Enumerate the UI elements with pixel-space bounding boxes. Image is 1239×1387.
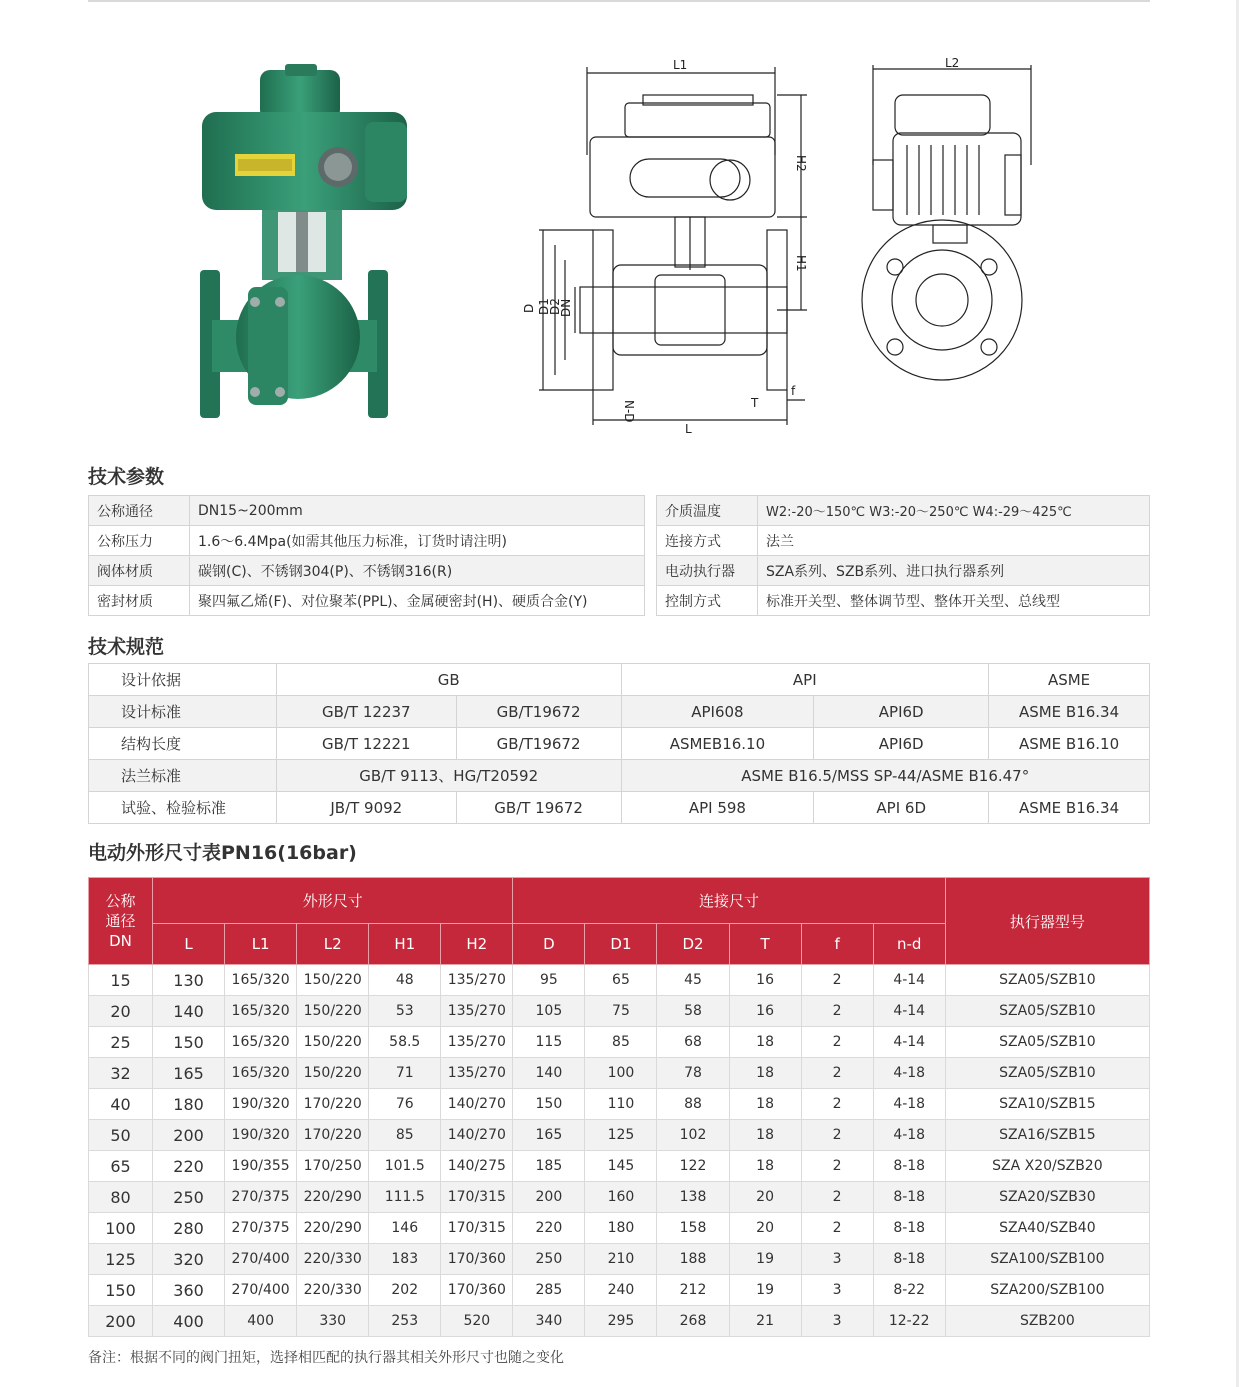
table-cell: 2 (801, 1151, 873, 1182)
col-header: D1 (585, 924, 657, 965)
header-conn: 连接尺寸 (513, 878, 945, 924)
table-cell: 2 (801, 1027, 873, 1058)
table-cell: 4-18 (873, 1058, 945, 1089)
table-cell: 145 (585, 1151, 657, 1182)
table-cell: 21 (729, 1306, 801, 1337)
cell-dn: 150 (89, 1275, 153, 1306)
table-cell: 45 (657, 965, 729, 996)
cell-dn: 40 (89, 1089, 153, 1120)
table-cell: 150/220 (297, 1027, 369, 1058)
table-cell: 220/290 (297, 1182, 369, 1213)
table-cell: 101.5 (369, 1151, 441, 1182)
table-cell: 2 (801, 1213, 873, 1244)
label-d: D (522, 303, 536, 313)
table-cell: 280 (153, 1213, 225, 1244)
table-cell: 138 (657, 1182, 729, 1213)
col-header: D (513, 924, 585, 965)
table-cell: 8-22 (873, 1275, 945, 1306)
table-cell: 125 (585, 1120, 657, 1151)
table-cell: SZA X20/SZB20 (945, 1151, 1149, 1182)
table-cell: 183 (369, 1244, 441, 1275)
table-cell: 160 (585, 1182, 657, 1213)
table-cell: 340 (513, 1306, 585, 1337)
table-cell: 400 (153, 1306, 225, 1337)
table-cell: 135/270 (441, 1058, 513, 1089)
table-cell: 320 (153, 1244, 225, 1275)
table-row (89, 1213, 1150, 1244)
table-cell: SZA10/SZB15 (945, 1089, 1149, 1120)
table-cell: 115 (513, 1027, 585, 1058)
label-l2: L2 (945, 56, 960, 70)
table-cell: 170/360 (441, 1275, 513, 1306)
cell-dn: 65 (89, 1151, 153, 1182)
table-cell: 170/315 (441, 1182, 513, 1213)
table-cell: 150 (513, 1089, 585, 1120)
table-cell: 270/375 (225, 1213, 297, 1244)
table-row (89, 1275, 1150, 1306)
cell-dn: 200 (89, 1306, 153, 1337)
table-cell: 100 (585, 1058, 657, 1089)
electric-ball-valve-photo (190, 62, 420, 424)
table-cell: SZA100/SZB100 (945, 1244, 1149, 1275)
table-row (89, 1151, 1150, 1182)
table-cell: 3 (801, 1275, 873, 1306)
table-cell: 122 (657, 1151, 729, 1182)
col-header: L2 (297, 924, 369, 965)
label-d1: D1 (537, 298, 551, 315)
table-cell: 165/320 (225, 1027, 297, 1058)
table-cell: 76 (369, 1089, 441, 1120)
table-cell: 140/270 (441, 1089, 513, 1120)
table-cell: 170/220 (297, 1120, 369, 1151)
table-cell: 200 (153, 1120, 225, 1151)
table-row: 控制方式 标准开关型、整体调节型、整体开关型、总线型 (657, 586, 1150, 616)
table-cell: 135/270 (441, 996, 513, 1027)
table-cell: 165 (153, 1058, 225, 1089)
table-row (89, 1027, 1150, 1058)
table-cell: 250 (513, 1244, 585, 1275)
cell-dn: 20 (89, 996, 153, 1027)
table-cell: 135/270 (441, 965, 513, 996)
table-row: 结构长度 GB/T 12221 GB/T19672 ASMEB16.10 API6D ASME B16.10 (89, 728, 1150, 760)
table-cell: 220 (153, 1151, 225, 1182)
table-cell: 180 (153, 1089, 225, 1120)
table-cell: 4-18 (873, 1089, 945, 1120)
table-cell: 19 (729, 1275, 801, 1306)
table-row (89, 1182, 1150, 1213)
table-cell: 20 (729, 1182, 801, 1213)
table-cell: 3 (801, 1244, 873, 1275)
col-header: f (801, 924, 873, 965)
table-cell: 165 (513, 1120, 585, 1151)
table-cell: 210 (585, 1244, 657, 1275)
table-row: 电动执行器 SZA系列、SZB系列、进口执行器系列 (657, 556, 1150, 586)
table-row (89, 1244, 1150, 1275)
col-header: n-d (873, 924, 945, 965)
table-cell: 170/220 (297, 1089, 369, 1120)
table-cell: 270/375 (225, 1182, 297, 1213)
table-cell: 8-18 (873, 1151, 945, 1182)
cell-dn: 15 (89, 965, 153, 996)
table-cell: 146 (369, 1213, 441, 1244)
table-cell: 20 (729, 1213, 801, 1244)
table-cell: 130 (153, 965, 225, 996)
table-cell: 220/330 (297, 1275, 369, 1306)
table-cell: 78 (657, 1058, 729, 1089)
table-cell: 111.5 (369, 1182, 441, 1213)
dims-title: 电动外形尺寸表PN16(16bar) (88, 842, 357, 864)
table-cell: 170/360 (441, 1244, 513, 1275)
table-cell: 212 (657, 1275, 729, 1306)
table-cell: 2 (801, 1089, 873, 1120)
table-cell: 270/400 (225, 1244, 297, 1275)
table-cell: 16 (729, 996, 801, 1027)
table-cell: 3 (801, 1306, 873, 1337)
label-d2: D2 (548, 298, 562, 315)
table-row (89, 965, 1150, 996)
table-cell: 185 (513, 1151, 585, 1182)
table-cell: SZA05/SZB10 (945, 996, 1149, 1027)
header-actuator: 执行器型号 (945, 878, 1149, 965)
table-cell: 220/290 (297, 1213, 369, 1244)
table-cell: 150/220 (297, 1058, 369, 1089)
table-cell: 4-14 (873, 996, 945, 1027)
table-cell: 140 (513, 1058, 585, 1089)
table-cell: 135/270 (441, 1027, 513, 1058)
table-cell: 88 (657, 1089, 729, 1120)
label-nd: N-D (622, 400, 636, 423)
table-cell: 170/315 (441, 1213, 513, 1244)
table-cell: 150 (153, 1027, 225, 1058)
table-cell: 220/330 (297, 1244, 369, 1275)
table-cell: 85 (369, 1120, 441, 1151)
table-cell: 140/275 (441, 1151, 513, 1182)
table-cell: 240 (585, 1275, 657, 1306)
table-cell: SZA20/SZB30 (945, 1182, 1149, 1213)
footnote: 备注：根据不同的阀门扭矩，选择相匹配的执行器其相关外形尺寸也随之变化 (88, 1350, 564, 1366)
col-header: H2 (441, 924, 513, 965)
col-header: L1 (225, 924, 297, 965)
table-cell: 140/270 (441, 1120, 513, 1151)
params-table-right (656, 495, 1150, 616)
table-row: 设计依据 GB API ASME (89, 664, 1150, 696)
table-row: 试验、检验标准 JB/T 9092 GB/T 19672 API 598 API 6D ASME B16.34 (89, 792, 1150, 824)
side-dimension-drawing (855, 55, 1035, 375)
table-cell: 360 (153, 1275, 225, 1306)
cell-dn: 32 (89, 1058, 153, 1089)
table-cell: 165/320 (225, 1058, 297, 1089)
label-h1: H1 (794, 255, 808, 272)
table-cell: 110 (585, 1089, 657, 1120)
table-cell: SZA05/SZB10 (945, 1027, 1149, 1058)
table-cell: 158 (657, 1213, 729, 1244)
table-cell: 190/355 (225, 1151, 297, 1182)
table-cell: SZA40/SZB40 (945, 1213, 1149, 1244)
table-cell: 12-22 (873, 1306, 945, 1337)
table-cell: 8-18 (873, 1244, 945, 1275)
params-title: 技术参数 (88, 466, 165, 488)
table-cell: 105 (513, 996, 585, 1027)
table-cell: 2 (801, 996, 873, 1027)
label-l1: L1 (673, 58, 688, 72)
table-cell: 520 (441, 1306, 513, 1337)
table-cell: 150/220 (297, 996, 369, 1027)
header-outer: 外形尺寸 (153, 878, 513, 924)
table-cell: 170/250 (297, 1151, 369, 1182)
table-cell: 250 (153, 1182, 225, 1213)
table-cell: 270/400 (225, 1275, 297, 1306)
col-header: T (729, 924, 801, 965)
table-cell: 400 (225, 1306, 297, 1337)
cell-dn: 125 (89, 1244, 153, 1275)
table-cell: 190/320 (225, 1089, 297, 1120)
col-header: D2 (657, 924, 729, 965)
table-cell: 68 (657, 1027, 729, 1058)
table-row (89, 996, 1150, 1027)
table-row: 密封材质 聚四氟乙烯(F)、对位聚苯(PPL)、金属硬密封(H)、硬质合金(Y) (89, 586, 645, 616)
table-cell: 16 (729, 965, 801, 996)
table-cell: 71 (369, 1058, 441, 1089)
table-cell: 150/220 (297, 965, 369, 996)
table-cell: 330 (297, 1306, 369, 1337)
cell-dn: 80 (89, 1182, 153, 1213)
table-cell: 190/320 (225, 1120, 297, 1151)
top-rule (88, 0, 1150, 2)
table-cell: 285 (513, 1275, 585, 1306)
table-cell: 165/320 (225, 965, 297, 996)
table-cell: 8-18 (873, 1182, 945, 1213)
table-row: 公称压力 1.6～6.4Mpa(如需其他压力标准，订货时请注明) (89, 526, 645, 556)
table-cell: 2 (801, 1120, 873, 1151)
header-dn: 公称 通径 DN (89, 878, 153, 965)
table-row: 公称通径 DN15~200mm (89, 496, 645, 526)
table-row: 法兰标准 GB/T 9113、HG/T20592 ASME B16.5/MSS SP-44/ASME B16.47° (89, 760, 1150, 792)
table-cell: 4-14 (873, 965, 945, 996)
table-cell: SZA05/SZB10 (945, 965, 1149, 996)
col-header: H1 (369, 924, 441, 965)
label-h2: H2 (794, 155, 808, 172)
table-row: 阀体材质 碳钢(C)、不锈钢304(P)、不锈钢316(R) (89, 556, 645, 586)
col-header: L (153, 924, 225, 965)
spec-table (88, 663, 1150, 824)
table-cell: 220 (513, 1213, 585, 1244)
table-row: 连接方式 法兰 (657, 526, 1150, 556)
table-cell: 53 (369, 996, 441, 1027)
spec-title: 技术规范 (88, 636, 165, 658)
table-cell: 65 (585, 965, 657, 996)
table-cell: 19 (729, 1244, 801, 1275)
table-cell: 48 (369, 965, 441, 996)
table-cell: 253 (369, 1306, 441, 1337)
table-row (89, 1058, 1150, 1089)
table-cell: 188 (657, 1244, 729, 1275)
table-cell: SZA200/SZB100 (945, 1275, 1149, 1306)
table-row (89, 1089, 1150, 1120)
front-dimension-drawing (522, 55, 815, 436)
table-cell: 18 (729, 1058, 801, 1089)
table-row (89, 1306, 1150, 1337)
table-cell: SZB200 (945, 1306, 1149, 1337)
table-cell: 165/320 (225, 996, 297, 1027)
table-cell: 2 (801, 1058, 873, 1089)
table-cell: 202 (369, 1275, 441, 1306)
table-cell: 295 (585, 1306, 657, 1337)
table-cell: 18 (729, 1151, 801, 1182)
table-cell: 18 (729, 1027, 801, 1058)
table-cell: 140 (153, 996, 225, 1027)
cell-dn: 25 (89, 1027, 153, 1058)
label-dn: DN (559, 298, 573, 317)
table-cell: 58 (657, 996, 729, 1027)
table-row (89, 1120, 1150, 1151)
label-l: L (685, 422, 692, 436)
table-cell: SZA05/SZB10 (945, 1058, 1149, 1089)
cell-dn: 50 (89, 1120, 153, 1151)
table-row: 介质温度 W2:-20～150℃ W3:-20～250℃ W4:-29～425℃ (657, 496, 1150, 526)
table-row: 设计标准 GB/T 12237 GB/T19672 API608 API6D ASME B16.34 (89, 696, 1150, 728)
table-cell: SZA16/SZB15 (945, 1120, 1149, 1151)
params-table-left (88, 495, 645, 616)
table-cell: 8-18 (873, 1213, 945, 1244)
table-cell: 2 (801, 965, 873, 996)
label-f: f (791, 384, 796, 398)
cell-dn: 100 (89, 1213, 153, 1244)
dimension-table (88, 877, 1150, 1337)
table-cell: 18 (729, 1089, 801, 1120)
table-cell: 200 (513, 1182, 585, 1213)
table-cell: 75 (585, 996, 657, 1027)
table-cell: 58.5 (369, 1027, 441, 1058)
table-cell: 180 (585, 1213, 657, 1244)
table-cell: 4-18 (873, 1120, 945, 1151)
table-cell: 85 (585, 1027, 657, 1058)
label-t: T (751, 396, 759, 410)
table-cell: 18 (729, 1120, 801, 1151)
table-cell: 4-14 (873, 1027, 945, 1058)
table-cell: 2 (801, 1182, 873, 1213)
table-cell: 268 (657, 1306, 729, 1337)
table-cell: 102 (657, 1120, 729, 1151)
table-cell: 95 (513, 965, 585, 996)
